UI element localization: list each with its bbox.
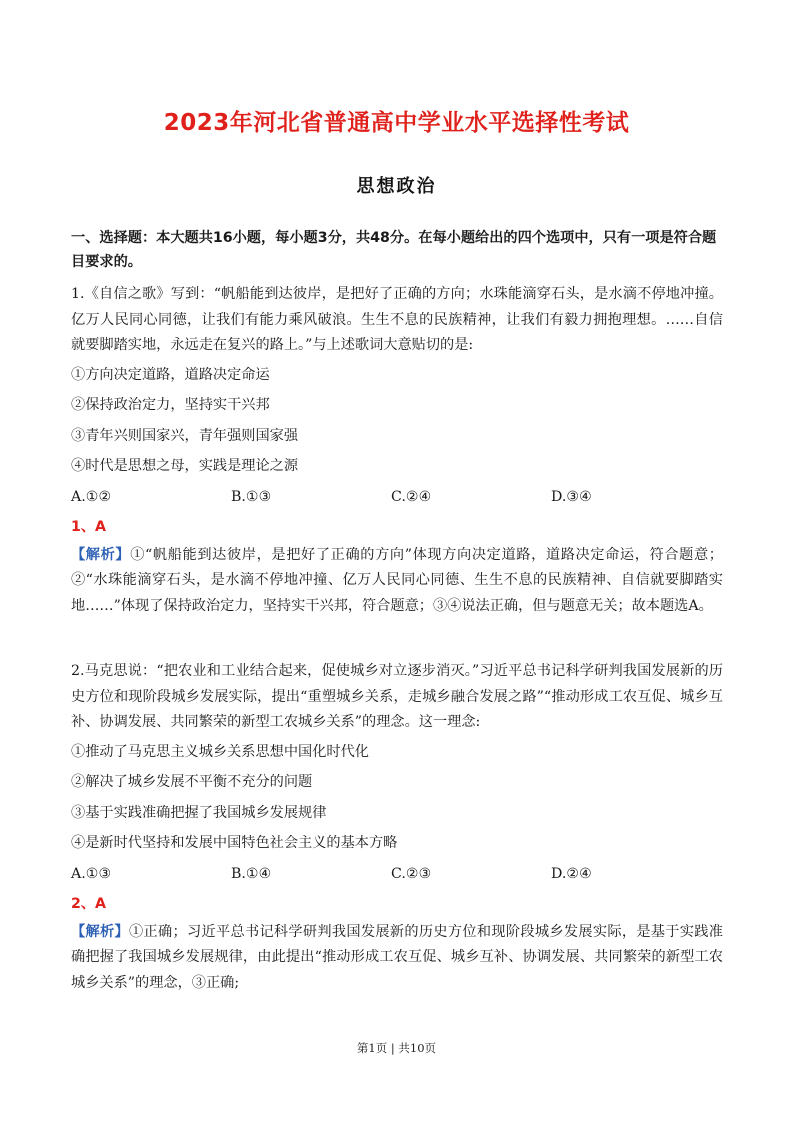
question-2-choices	[71, 862, 723, 892]
question-1-statement-3: ③青年兴则国家兴，青年强则国家强	[71, 427, 299, 444]
question-2-choice-b: B.①④	[231, 865, 272, 882]
question-2-statement-3: ③基于实践准确把握了我国城乡发展规律	[71, 804, 327, 821]
question-2-choice-d: D.②④	[551, 865, 592, 882]
subject-title: 思想政治	[356, 176, 437, 197]
page-content	[71, 226, 723, 996]
question-2-stem: 2.马克思说：“把农业和工业结合起来，促使城乡对立逐步消灭。”习近平总书记科学研判我国发展新的历史方位和现阶段城乡发展实际，提出“重塑城乡关系，走城乡融合发展之路”“推动形成工农互促、城乡互补、协调发展、共同繁荣的新型工农城乡关系”的理念。这一理念:	[71, 663, 723, 730]
question-2	[71, 659, 723, 996]
question-1-stem: 1.《自信之歌》写到：“帆船能到达彼岸，是把好了正确的方向；水珠能滴穿石头，是水滴不停地冲撞。亿万人民同心同德，让我们有能力乘风破浪。生生不息的民族精神，让我们有毅力拥抱理想。……自信就要脚踏实地，永远走在复兴的路上。”与上述歌词大意贴切的是:	[71, 286, 723, 353]
question-2-statement-2: ②解决了城乡发展不平衡不充分的问题	[71, 774, 313, 790]
question-2-answer: 2、A	[71, 895, 107, 912]
question-2-choice-c: C.②③	[391, 865, 432, 882]
page-footer: 第1页 | 共10页	[356, 1041, 437, 1055]
section-heading: 一、选择题：本大题共16小题，每小题3分，共48分。在每小题给出的四个选项中，只有一项是符合题目要求的。	[71, 230, 717, 270]
question-1-choice-d: D.③④	[551, 488, 592, 505]
question-1-analysis	[71, 543, 723, 620]
question-1-choice-c: C.②④	[391, 488, 432, 505]
question-1-answer: 1、A	[71, 518, 107, 535]
question-2-statement-1: ①推动了马克思主义城乡关系思想中国化时代化	[71, 743, 369, 760]
question-1-choice-a: A.①②	[71, 488, 112, 505]
question-1-statement-4: ④时代是思想之母，实践是理论之源	[71, 458, 299, 474]
exam-title: 2023年河北省普通高中学业水平选择性考试	[163, 110, 630, 136]
question-gap	[71, 619, 723, 659]
analysis-tag: 【解析】	[71, 923, 129, 940]
question-2-statement-4: ④是新时代坚持和发展中国特色社会主义的基本方略	[71, 835, 398, 851]
question-1-analysis-text: ①“帆船能到达彼岸，是把好了正确的方向”体现方向决定道路，道路决定命运，符合题意；②“水珠能滴穿石头，是水滴不停地冲撞、亿万人民同心同德、生生不息的民族精神、自信就要脚踏实地……”体现了保持政治定力，坚持实干兴邦，符合题意；③④说法正确，但与题意无关；故本题选A。	[71, 546, 723, 614]
question-2-analysis	[71, 920, 723, 997]
question-1	[71, 282, 723, 619]
question-1-statement-2: ②保持政治定力，坚持实干兴邦	[71, 397, 270, 413]
question-2-choice-a: A.①③	[71, 865, 112, 882]
question-1-choices	[71, 485, 723, 515]
question-1-choice-b: B.①③	[231, 488, 272, 505]
analysis-tag: 【解析】	[71, 546, 131, 563]
question-1-statement-1: ①方向决定道路，道路决定命运	[71, 366, 270, 383]
question-2-analysis-text: ①正确；习近平总书记科学研判我国发展新的历史方位和现阶段城乡发展实际，是基于实践准确把握了我国城乡发展规律，由此提出“推动形成工农互促、城乡互补、协调发展、共同繁荣的新型工农城乡关系”的理念，③正确;	[71, 923, 723, 991]
